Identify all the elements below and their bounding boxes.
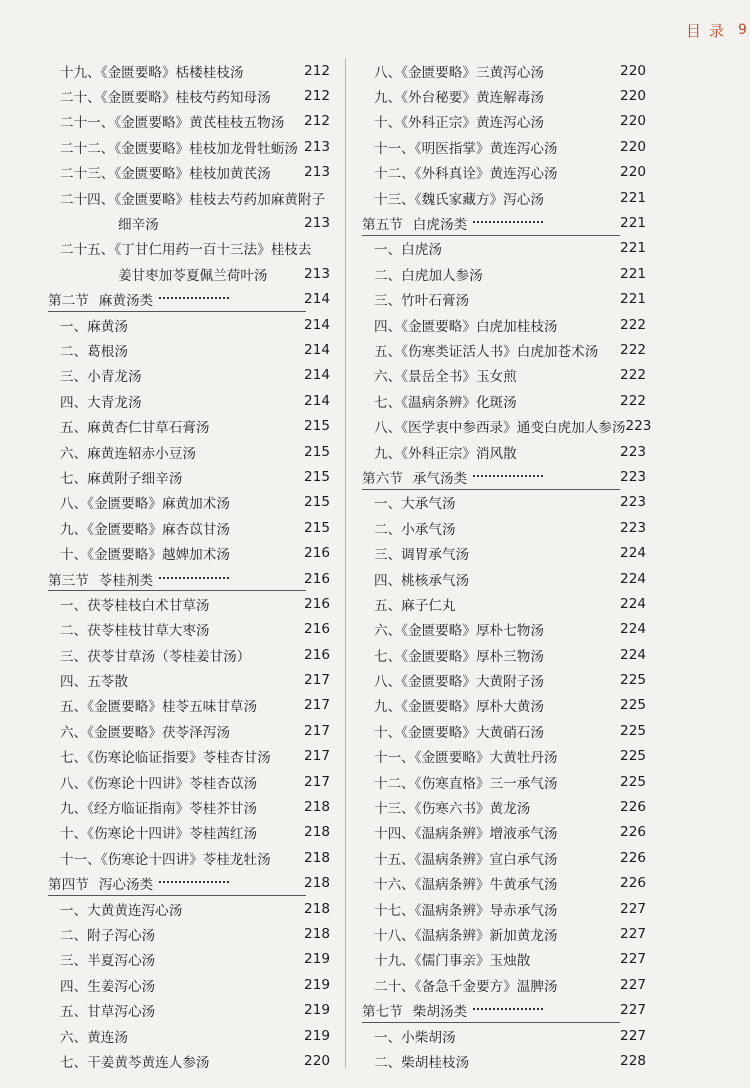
toc-entry[interactable] <box>362 794 646 819</box>
toc-entry[interactable] <box>48 363 330 388</box>
entry-title: 七、干姜黄芩黄连人参汤 <box>60 1054 210 1071</box>
page-ref: 226 <box>620 799 646 816</box>
page-ref: 216 <box>304 646 330 663</box>
page-ref: 224 <box>620 545 646 562</box>
page-ref: 221 <box>620 189 646 206</box>
entry-title: 六、《金匮要略》茯苓泽泻汤 <box>60 724 230 741</box>
entry-title: 二、白虎加人参汤 <box>374 267 483 284</box>
page-ref: 227 <box>620 951 646 968</box>
toc-entry[interactable] <box>48 337 330 362</box>
entry-title: 十二、《外科真诠》黄连泻心汤 <box>374 166 558 183</box>
entry-title: 姜甘枣加苓夏佩兰荷叶汤 <box>118 267 268 284</box>
toc-entry[interactable] <box>362 896 646 921</box>
dot-leader <box>473 221 543 223</box>
toc-entry[interactable] <box>362 83 646 108</box>
page-ref: 213 <box>304 138 330 155</box>
entry-title: 十、《金匮要略》大黄硝石汤 <box>374 724 544 741</box>
toc-entry[interactable] <box>48 83 330 108</box>
entry-title: 八、《金匮要略》麻黄加术汤 <box>60 496 230 513</box>
toc-entry[interactable] <box>48 820 330 845</box>
page-ref: 216 <box>304 570 330 587</box>
toc-entry[interactable] <box>362 439 646 464</box>
entry-title: 十六、《温病条辨》牛黄承气汤 <box>374 877 558 894</box>
entry-title: 十、《伤寒论十四讲》苓桂茜红汤 <box>60 826 258 843</box>
toc-entry[interactable] <box>48 667 330 692</box>
toc-entry[interactable] <box>362 58 646 83</box>
page-ref: 224 <box>620 621 646 638</box>
dot-leader <box>473 1008 543 1010</box>
entry-title: 二十二、《金匮要略》桂枝加龙骨牡蛎汤 <box>60 140 298 157</box>
page-ref: 226 <box>620 875 646 892</box>
entry-title: 十三、《伤寒六书》黄龙汤 <box>374 801 531 818</box>
entry-title: 四、生姜泻心汤 <box>60 978 156 995</box>
entry-title: 三、竹叶石膏汤 <box>374 293 470 310</box>
toc-entry[interactable] <box>362 160 646 185</box>
entry-title: 二十一、《金匮要略》黄芪桂枝五物汤 <box>60 115 285 132</box>
page-ref: 227 <box>620 900 646 917</box>
entry-title: 二、葛根汤 <box>60 343 128 360</box>
section-name: 苓桂剂类 <box>98 572 154 589</box>
toc-entry-continuation[interactable] <box>48 261 330 286</box>
page-ref: 220 <box>620 113 646 130</box>
entry-title: 一、大承气汤 <box>374 496 456 513</box>
page-ref: 219 <box>304 1002 330 1019</box>
toc-entry[interactable] <box>362 134 646 159</box>
entry-title: 十一、《伤寒论十四讲》苓桂龙牡汤 <box>60 851 271 868</box>
toc-entry[interactable] <box>48 1023 330 1048</box>
entry-title: 二、柴胡桂枝汤 <box>374 1054 470 1071</box>
page-ref: 219 <box>304 976 330 993</box>
page-ref: 215 <box>304 468 330 485</box>
page-ref: 221 <box>620 291 646 308</box>
toc-entry[interactable] <box>362 312 646 337</box>
entry-title: 十九、《金匮要略》栝楼桂枝汤 <box>60 64 244 81</box>
toc-left-column <box>48 58 330 1074</box>
page-ref: 221 <box>620 240 646 257</box>
toc-entry[interactable] <box>48 540 330 565</box>
page-ref: 213 <box>304 164 330 181</box>
toc-entry[interactable] <box>48 236 330 261</box>
page-ref: 214 <box>304 291 330 308</box>
page-ref: 220 <box>304 1052 330 1069</box>
entry-title: 七、麻黄附子细辛汤 <box>60 470 183 487</box>
toc-entry[interactable] <box>48 58 330 83</box>
entry-title: 二、小承气汤 <box>374 521 456 538</box>
entry-title: 九、《外台秘要》黄连解毒汤 <box>374 90 544 107</box>
entry-title: 二、附子泻心汤 <box>60 927 156 944</box>
page-number: 9 <box>738 22 747 38</box>
page-ref: 224 <box>620 595 646 612</box>
section-name: 白虎汤类 <box>412 217 468 234</box>
page-ref: 223 <box>620 468 646 485</box>
page-ref: 215 <box>304 418 330 435</box>
page-ref: 213 <box>304 215 330 232</box>
dot-leader <box>159 297 229 299</box>
entry-title: 一、茯苓桂枝白术甘草汤 <box>60 597 210 614</box>
page-ref: 223 <box>625 418 652 435</box>
toc-entry[interactable] <box>362 109 646 134</box>
page-ref: 226 <box>620 824 646 841</box>
toc-entry[interactable] <box>362 642 646 667</box>
entry-title: 五、《伤寒类证活人书》白虎加苍术汤 <box>374 343 599 360</box>
entry-title: 七、《温病条辨》化斑汤 <box>374 394 517 411</box>
page-ref: 222 <box>620 392 646 409</box>
toc-entry[interactable] <box>48 642 330 667</box>
page-ref: 214 <box>304 392 330 409</box>
page-ref: 225 <box>620 773 646 790</box>
toc-entry[interactable] <box>362 972 646 997</box>
page-ref: 227 <box>620 1027 646 1044</box>
section-name: 柴胡汤类 <box>412 1004 468 1021</box>
section-title <box>48 289 294 309</box>
page-ref: 216 <box>304 621 330 638</box>
toc-entry[interactable] <box>48 972 330 997</box>
entry-title: 二十四、《金匮要略》桂枝去芍药加麻黄附子 <box>60 191 326 208</box>
toc-entry[interactable] <box>362 1023 646 1048</box>
toc-entry[interactable] <box>48 388 330 413</box>
dot-leader <box>159 881 229 883</box>
page-ref: 214 <box>304 367 330 384</box>
entry-title: 四、大青龙汤 <box>60 394 142 411</box>
entry-title: 五、麻黄杏仁甘草石膏汤 <box>60 420 210 437</box>
toc-entry[interactable] <box>48 591 330 616</box>
toc-entry[interactable] <box>362 540 646 565</box>
dot-leader <box>159 577 229 579</box>
toc-entry[interactable] <box>48 997 330 1022</box>
section-label: 第六节 <box>362 470 403 487</box>
page-ref: 212 <box>304 88 330 105</box>
page-ref: 219 <box>304 1027 330 1044</box>
entry-title: 八、《金匮要略》三黄泻心汤 <box>374 64 544 81</box>
page-ref: 216 <box>304 595 330 612</box>
entry-title: 三、小青龙汤 <box>60 369 142 386</box>
page-ref: 226 <box>620 849 646 866</box>
entry-title: 四、五苓散 <box>60 674 128 691</box>
toc-entry[interactable] <box>362 820 646 845</box>
page-ref: 227 <box>620 925 646 942</box>
section-name: 麻黄汤类 <box>98 293 154 310</box>
page-ref: 217 <box>304 697 330 714</box>
page-ref: 225 <box>620 672 646 689</box>
entry-title: 八、《医学衷中参西录》通变白虎加人参汤 <box>374 420 626 437</box>
page-ref: 217 <box>304 722 330 739</box>
entry-title: 七、《金匮要略》厚朴三物汤 <box>374 648 544 665</box>
section-label: 第五节 <box>362 217 403 234</box>
toc-entry[interactable] <box>362 490 646 515</box>
page-ref: 218 <box>304 799 330 816</box>
toc-entry[interactable] <box>362 845 646 870</box>
toc-entry[interactable] <box>362 769 646 794</box>
section-heading[interactable] <box>48 287 330 312</box>
toc-entry[interactable] <box>362 287 646 312</box>
section-title <box>362 1000 610 1020</box>
page-ref: 220 <box>620 164 646 181</box>
page-ref: 222 <box>620 341 646 358</box>
toc-entry[interactable] <box>48 744 330 769</box>
entry-title: 十五、《温病条辨》宣白承气汤 <box>374 851 558 868</box>
toc-entry[interactable] <box>48 769 330 794</box>
section-heading[interactable] <box>362 210 646 235</box>
page-ref: 218 <box>304 925 330 942</box>
page-ref: 218 <box>304 849 330 866</box>
page-ref: 222 <box>620 367 646 384</box>
section-label: 第七节 <box>362 1004 403 1021</box>
toc-entry[interactable] <box>48 845 330 870</box>
toc-entry[interactable] <box>362 871 646 896</box>
section-heading[interactable] <box>362 997 646 1022</box>
entry-title: 一、白虎汤 <box>374 242 442 259</box>
page-ref: 217 <box>304 748 330 765</box>
toc-entry[interactable] <box>48 515 330 540</box>
page-ref: 215 <box>304 519 330 536</box>
page-ref: 224 <box>620 646 646 663</box>
entry-title: 十八、《温病条辨》新加黄龙汤 <box>374 927 558 944</box>
page-ref: 214 <box>304 316 330 333</box>
section-label: 第二节 <box>48 293 89 310</box>
entry-title: 十七、《温病条辨》导赤承气汤 <box>374 902 558 919</box>
toc-entry[interactable] <box>362 413 652 438</box>
page-ref: 213 <box>304 265 330 282</box>
toc-entry[interactable] <box>362 236 646 261</box>
toc-entry[interactable] <box>48 439 330 464</box>
entry-title: 二十、《备急千金要方》温脾汤 <box>374 978 558 995</box>
toc-entry[interactable] <box>48 490 330 515</box>
entry-title: 三、半夏泻心汤 <box>60 953 156 970</box>
column-divider <box>345 58 346 1068</box>
toc-entry[interactable] <box>362 744 646 769</box>
toc-entry[interactable] <box>362 566 646 591</box>
toc-entry[interactable] <box>362 947 646 972</box>
toc-entry[interactable] <box>362 718 646 743</box>
toc-entry[interactable] <box>48 312 330 337</box>
entry-title: 二十五、《丁甘仁用药一百十三法》桂枝去 <box>60 242 312 259</box>
section-label: 第三节 <box>48 572 89 589</box>
section-title <box>362 213 610 233</box>
section-title <box>48 873 294 893</box>
entry-title: 十一、《明医指掌》黄连泻心汤 <box>374 140 558 157</box>
page-ref: 217 <box>304 672 330 689</box>
section-name: 泻心汤类 <box>98 877 154 894</box>
toc-entry[interactable] <box>48 109 330 134</box>
page-ref: 220 <box>620 88 646 105</box>
entry-title: 二十三、《金匮要略》桂枝加黄芪汤 <box>60 166 271 183</box>
toc-entry[interactable] <box>362 515 646 540</box>
entry-title: 六、麻黄连轺赤小豆汤 <box>60 445 196 462</box>
page-ref: 223 <box>620 519 646 536</box>
page-ref: 215 <box>304 494 330 511</box>
page-ref: 218 <box>304 900 330 917</box>
page-ref: 218 <box>304 875 330 892</box>
toc-entry[interactable] <box>362 591 646 616</box>
page-header <box>686 18 750 42</box>
toc-entry[interactable] <box>362 1048 646 1073</box>
page-ref: 222 <box>620 316 646 333</box>
entry-title: 十二、《伤寒直格》三一承气汤 <box>374 775 558 792</box>
entry-title: 八、《伤寒论十四讲》苓桂杏苡汤 <box>60 775 258 792</box>
entry-title: 九、《外科正宗》消风散 <box>374 445 517 462</box>
toc-entry[interactable] <box>362 388 646 413</box>
page-ref: 227 <box>620 976 646 993</box>
entry-title: 二、茯苓桂枝甘草大枣汤 <box>60 623 210 640</box>
page-ref: 220 <box>620 62 646 79</box>
page-ref: 212 <box>304 62 330 79</box>
entry-title: 十、《金匮要略》越婢加术汤 <box>60 547 230 564</box>
dot-leader <box>473 475 543 477</box>
toc-entry[interactable] <box>48 1048 330 1073</box>
page-ref: 223 <box>620 494 646 511</box>
entry-title: 五、麻子仁丸 <box>374 597 456 614</box>
page-ref: 221 <box>620 215 646 232</box>
toc-entry[interactable] <box>48 693 330 718</box>
entry-title: 九、《经方临证指南》苓桂芥甘汤 <box>60 801 258 818</box>
page-ref: 227 <box>620 1002 646 1019</box>
page-ref: 217 <box>304 773 330 790</box>
entry-title: 九、《金匮要略》麻杏苡甘汤 <box>60 521 230 538</box>
header-title: 目录 <box>685 21 732 40</box>
entry-title: 十一、《金匮要略》大黄牡丹汤 <box>374 750 558 767</box>
page-ref: 215 <box>304 443 330 460</box>
toc-entry[interactable] <box>362 617 646 642</box>
toc-entry[interactable] <box>48 794 330 819</box>
page-ref: 224 <box>620 570 646 587</box>
section-label: 第四节 <box>48 877 89 894</box>
entry-title: 一、大黄黄连泻心汤 <box>60 902 183 919</box>
page-ref: 221 <box>620 265 646 282</box>
page-ref: 214 <box>304 341 330 358</box>
entry-title: 二十、《金匮要略》桂枝芍药知母汤 <box>60 90 271 107</box>
page-ref: 225 <box>620 722 646 739</box>
page-ref: 219 <box>304 951 330 968</box>
entry-title: 细辛汤 <box>118 217 159 234</box>
toc-entry[interactable] <box>48 718 330 743</box>
entry-title: 一、麻黄汤 <box>60 318 128 335</box>
entry-title: 六、《景岳全书》玉女煎 <box>374 369 517 386</box>
page-ref: 220 <box>620 138 646 155</box>
toc-entry-continuation[interactable] <box>48 210 330 235</box>
toc-entry[interactable] <box>362 667 646 692</box>
page-ref: 216 <box>304 545 330 562</box>
toc-entry[interactable] <box>48 134 330 159</box>
toc-entry[interactable] <box>362 185 646 210</box>
entry-title: 十四、《温病条辨》增液承气汤 <box>374 826 558 843</box>
entry-title: 六、黄连汤 <box>60 1029 128 1046</box>
entry-title: 六、《金匮要略》厚朴七物汤 <box>374 623 544 640</box>
entry-title: 四、《金匮要略》白虎加桂枝汤 <box>374 318 558 335</box>
entry-title: 八、《金匮要略》大黄附子汤 <box>374 674 544 691</box>
entry-title: 一、小柴胡汤 <box>374 1029 456 1046</box>
entry-title: 十、《外科正宗》黄连泻心汤 <box>374 115 544 132</box>
entry-title: 十三、《魏氏家藏方》泻心汤 <box>374 191 544 208</box>
page-ref: 223 <box>620 443 646 460</box>
entry-title: 五、《金匮要略》桂苓五味甘草汤 <box>60 699 258 716</box>
toc-entry[interactable] <box>48 617 330 642</box>
toc-entry[interactable] <box>362 261 646 286</box>
page-ref: 212 <box>304 113 330 130</box>
entry-title: 四、桃核承气汤 <box>374 572 470 589</box>
toc-entry[interactable] <box>48 947 330 972</box>
toc-entry[interactable] <box>48 464 330 489</box>
entry-title: 七、《伤寒论临证指要》苓桂杏甘汤 <box>60 750 271 767</box>
section-heading[interactable] <box>48 871 330 896</box>
toc-entry[interactable] <box>48 160 330 185</box>
toc-entry[interactable] <box>48 413 330 438</box>
page-ref: 218 <box>304 824 330 841</box>
entry-title: 十九、《儒门事亲》玉烛散 <box>374 953 531 970</box>
entry-title: 三、茯苓甘草汤（苓桂姜甘汤） <box>60 648 251 665</box>
toc-entry[interactable] <box>48 921 330 946</box>
section-name: 承气汤类 <box>412 470 468 487</box>
toc-entry[interactable] <box>48 185 330 210</box>
entry-title: 九、《金匮要略》厚朴大黄汤 <box>374 699 544 716</box>
entry-title: 五、甘草泻心汤 <box>60 1004 156 1021</box>
section-title <box>48 569 294 589</box>
toc-right-column <box>362 58 652 1074</box>
entry-title: 三、调胃承气汤 <box>374 547 470 564</box>
section-heading[interactable] <box>362 464 646 489</box>
section-heading[interactable] <box>48 566 330 591</box>
toc-entry[interactable] <box>48 896 330 921</box>
toc-entry[interactable] <box>362 921 646 946</box>
page-ref: 225 <box>620 697 646 714</box>
section-title <box>362 467 610 487</box>
page-ref: 225 <box>620 748 646 765</box>
toc-entry[interactable] <box>362 693 646 718</box>
toc-entry[interactable] <box>362 337 646 362</box>
toc-entry[interactable] <box>362 363 646 388</box>
page-ref: 228 <box>620 1052 646 1069</box>
